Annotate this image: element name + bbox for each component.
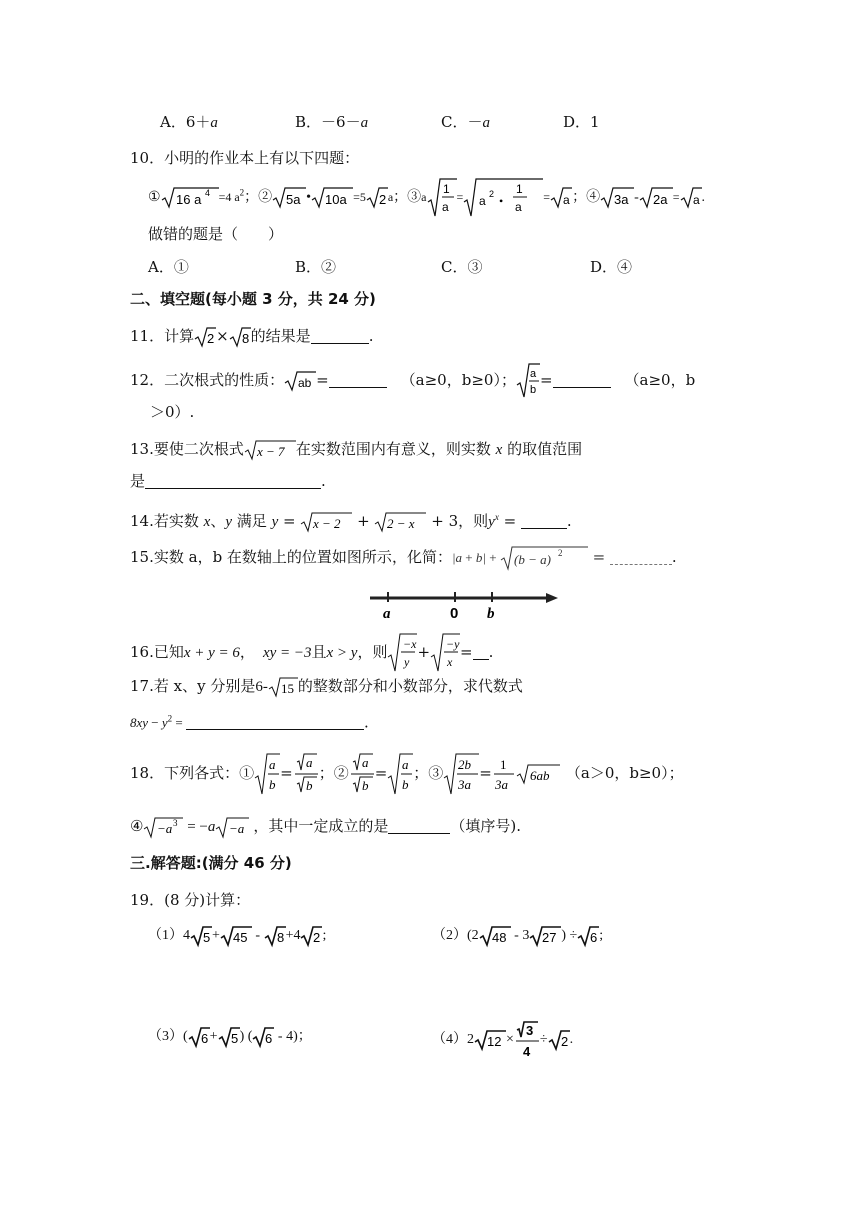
svg-text:3: 3 — [173, 818, 178, 828]
svg-text:−a: −a — [157, 821, 173, 836]
svg-text:1: 1 — [516, 182, 523, 196]
q10-option-a: A．① — [148, 258, 189, 276]
svg-text:16 a: 16 a — [175, 192, 201, 207]
q17-line2: $8xy - y^2$ = . — [130, 713, 369, 732]
svg-text:a: a — [515, 200, 522, 214]
svg-text:a: a — [361, 755, 369, 770]
q19-part-1: （1）4 5 + 45 - 8 +4 2 ; — [148, 928, 327, 945]
q9-option-a: A．6＋a — [160, 113, 218, 131]
svg-text:6ab: 6ab — [529, 768, 550, 783]
svg-text:48: 48 — [491, 930, 507, 945]
svg-text:2: 2 — [489, 189, 495, 199]
svg-text:1: 1 — [442, 182, 450, 196]
q9-option-b: B．－6－a — [295, 113, 369, 131]
svg-text:3a: 3a — [458, 777, 472, 792]
q11: 11．计算 2 × 8 的结果是 . — [130, 327, 374, 346]
q10-option-d: D．④ — [590, 258, 633, 276]
svg-text:15: 15 — [280, 681, 294, 696]
q12-continued: ＞0）. — [150, 403, 195, 421]
svg-text:2: 2 — [557, 548, 563, 558]
svg-text:4: 4 — [522, 1044, 531, 1059]
q10-ask: 做错的题是（ ） — [148, 225, 284, 243]
section-2-title: 二、填空题(每小题 3 分，共 24 分) — [130, 290, 376, 308]
svg-text:5: 5 — [230, 1031, 238, 1046]
svg-text:2: 2 — [378, 192, 387, 207]
svg-text:8: 8 — [276, 930, 284, 945]
q18-line2: ④ −a 3 = −a −a ，其中一定成立的是 （填序号). — [130, 817, 522, 836]
svg-text:2: 2 — [207, 331, 215, 346]
svg-text:5a: 5a — [286, 192, 301, 207]
svg-text:3a: 3a — [614, 192, 629, 207]
svg-text:2a: 2a — [652, 192, 668, 207]
svg-text:2: 2 — [560, 1034, 568, 1049]
svg-text:b: b — [529, 384, 537, 396]
number-line-label-a: a — [383, 606, 391, 620]
svg-text:6: 6 — [265, 1031, 273, 1046]
svg-text:a: a — [563, 193, 570, 207]
svg-text:a: a — [441, 200, 449, 214]
q10-option-c: C．③ — [441, 258, 483, 276]
svg-text:(b − a): (b − a) — [513, 552, 551, 567]
svg-text:5: 5 — [203, 930, 211, 945]
svg-text:a: a — [529, 368, 537, 380]
q10-option-b: B．② — [295, 258, 337, 276]
q19-stem: 19．(8 分)计算： — [130, 891, 251, 909]
svg-text:12: 12 — [487, 1034, 502, 1049]
svg-text:1: 1 — [499, 757, 507, 772]
q16: 16.已知x + y = 6， xy = −3且x > y，则 −x y + −y x = . — [130, 633, 493, 673]
svg-text:2 − x: 2 − x — [387, 516, 416, 531]
svg-text:6: 6 — [590, 930, 598, 945]
svg-text:b: b — [269, 777, 276, 792]
q15: 15.实数 a，b 在数轴上的位置如图所示，化简：|a + b| + (b − a) 2 = . — [130, 548, 677, 567]
q9-option-c: C．－a — [441, 113, 490, 131]
q19-part-2: （2）(2 48 - 3 27 ) ÷ 6 ; — [432, 928, 604, 945]
svg-text:•: • — [499, 194, 504, 208]
q13: 13.要使二次根式 x − 7 在实数范围内有意义，则实数 x 的取值范围 — [130, 440, 583, 459]
q13-line2: 是 . — [130, 472, 326, 490]
svg-text:a: a — [269, 757, 276, 772]
svg-text:−y: −y — [446, 637, 460, 651]
svg-text:2b: 2b — [458, 757, 472, 772]
svg-text:x − 2: x − 2 — [313, 516, 341, 531]
svg-text:y: y — [404, 655, 410, 669]
svg-text:−a: −a — [229, 821, 245, 836]
svg-text:−x: −x — [403, 637, 417, 651]
number-line-figure — [368, 588, 563, 620]
svg-text:3: 3 — [525, 1023, 534, 1038]
svg-text:b: b — [361, 778, 369, 793]
q17: 17.若 x、y 分别是6- 15 的整数部分和小数部分，求代数式 — [130, 677, 523, 696]
svg-text:6: 6 — [200, 1031, 208, 1046]
q19-part-4: （4）2 12 × 3 4 ÷ 2 . — [432, 1023, 574, 1059]
number-line-label-b: b — [487, 606, 495, 620]
q10-stem: 10．小明的作业本上有以下四题： — [130, 149, 360, 167]
svg-text:b: b — [402, 777, 409, 792]
q9-option-d: D．1 — [563, 113, 600, 131]
q19-part-3: （3）( 6 + 5 ) ( 6 - 4)； — [148, 1029, 312, 1046]
svg-text:a: a — [479, 194, 486, 208]
q18: 18．下列各式：① a b = a b ；② a b = a b ；③ 2b 3a = 1 3a 6ab （a＞0，b≥0）； — [130, 755, 684, 793]
svg-text:ab: ab — [298, 376, 312, 390]
number-line-label-0: 0 — [450, 605, 459, 620]
q12: 12．二次根式的性质： ab = （a≥0，b≥0）； a b = （a≥0，b — [130, 363, 695, 399]
svg-text:a: a — [402, 757, 409, 772]
q14: 14.若实数 x、y 满足 y = x − 2 + 2 − x + 3，则$y^x$ = . — [130, 512, 572, 531]
svg-text:x: x — [447, 655, 453, 669]
svg-text:4: 4 — [204, 188, 210, 198]
svg-text:a: a — [305, 755, 313, 770]
svg-text:27: 27 — [542, 930, 557, 945]
svg-text:b: b — [305, 778, 313, 793]
svg-text:2: 2 — [313, 930, 321, 945]
svg-text:3a: 3a — [494, 777, 508, 792]
svg-text:8: 8 — [241, 331, 249, 346]
svg-text:45: 45 — [232, 930, 248, 945]
svg-text:10a: 10a — [325, 192, 347, 207]
svg-text:a: a — [692, 193, 700, 207]
section-3-title: 三.解答题:(满分 46 分) — [130, 854, 292, 872]
q10-formulas: ① 16 a 4 =4 $a^2$；② 5a • 10a =5 2 a；③a 1 a = a 2 • 1 a = a ；④ 3a - 2a = a . — [148, 178, 705, 218]
svg-text:x − 7: x − 7 — [256, 444, 285, 459]
